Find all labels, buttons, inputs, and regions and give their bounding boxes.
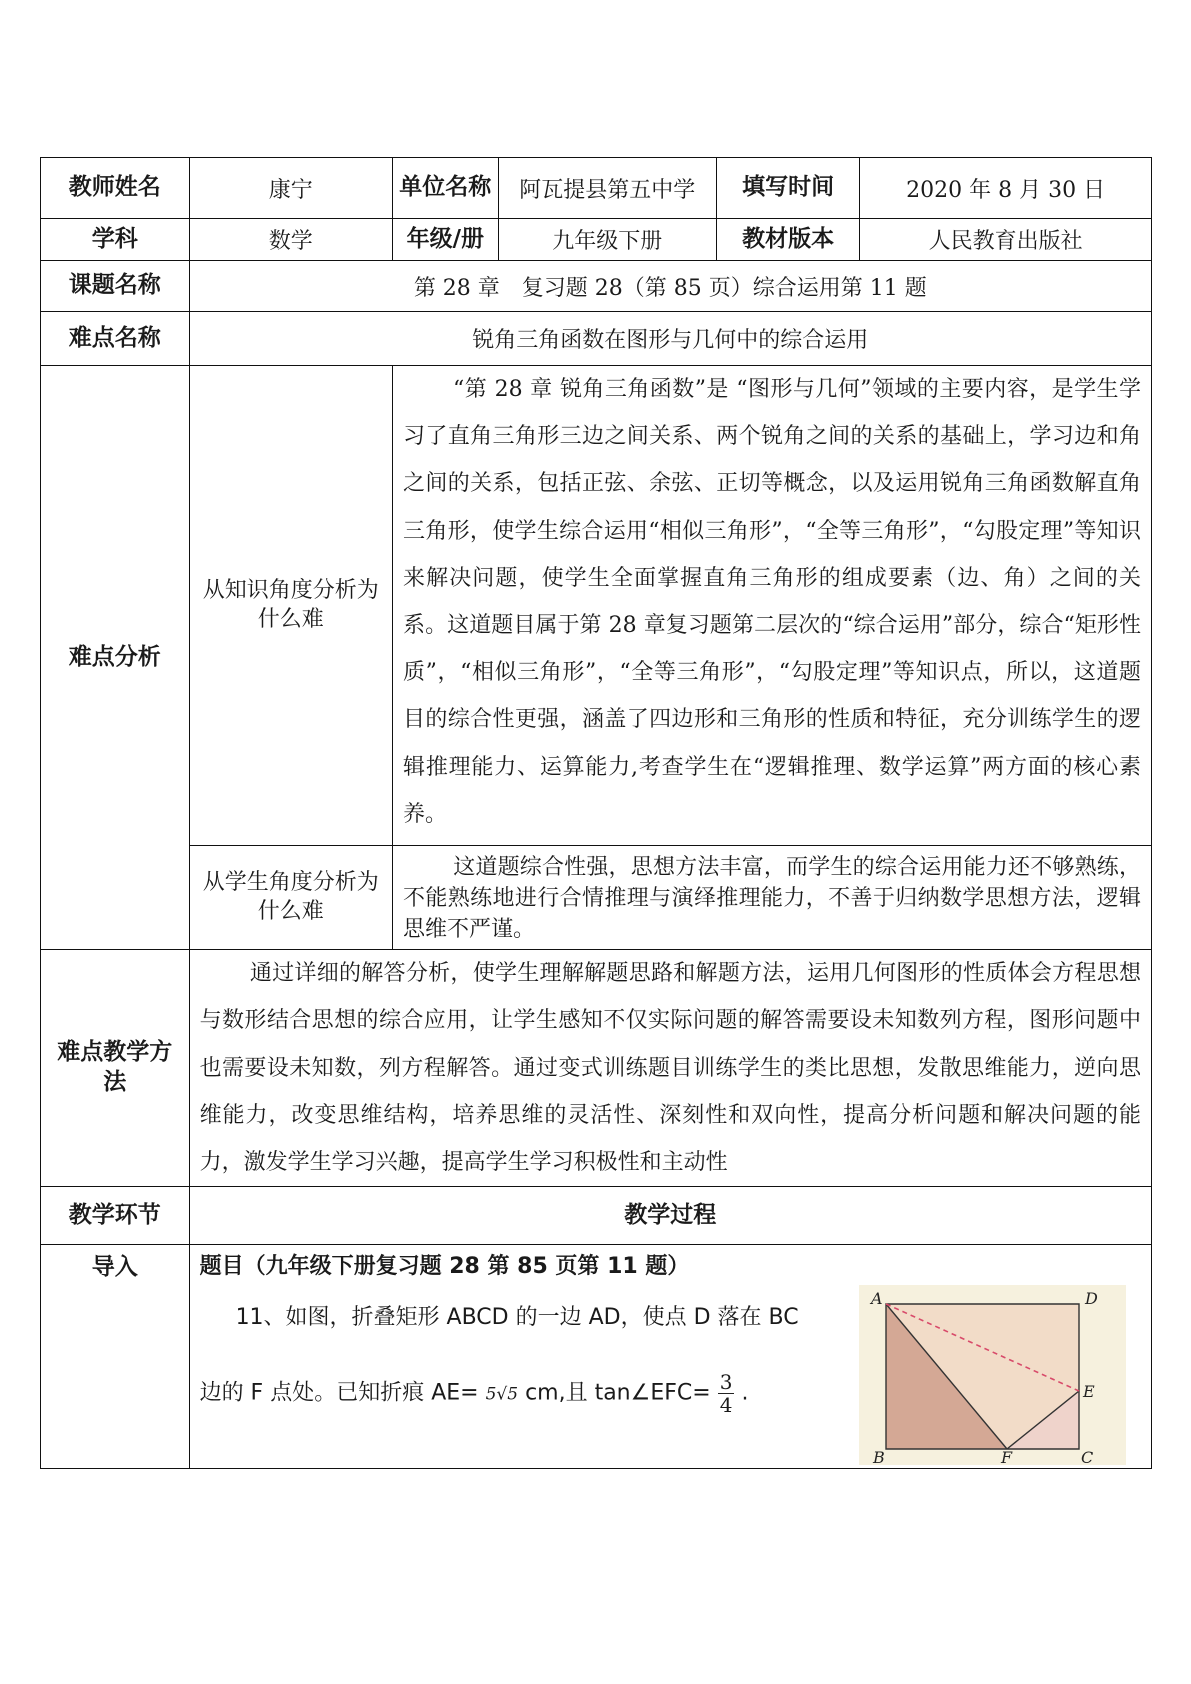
analysis-label: 难点分析 [41, 366, 190, 950]
student-analysis-label: 从学生角度分析为什么难 [189, 846, 392, 950]
unit-label: 单位名称 [393, 158, 499, 219]
teacher-label: 教师姓名 [41, 158, 190, 219]
section-value: 教学过程 [189, 1187, 1151, 1245]
method-text: 通过详细的解答分析，使学生理解解题思路和解题方法，运用几何图形的性质体会方程思想与数形结合思想的综合应用，让学生感知不仅实际问题的解答需要设未知数列方程，图形问题中也需要设未知数，列方程解答。通过变式训练题目训练学生的类比思想，发散思维能力，逆向思维能力，改变思维结构，培养思维的灵活性、深刻性和双向性，提高分析问题和解决问题的能力，激发学生学习兴趣，提高学生学习积极性和主动性 [199, 961, 1141, 1176]
method-cell [189, 950, 1151, 1187]
subject-value: 数学 [189, 219, 392, 261]
student-analysis-cell [393, 846, 1152, 950]
label-b: B [872, 1448, 885, 1466]
knowledge-analysis-cell [393, 366, 1152, 846]
knowledge-analysis-text: “第 28 章 锐角三角函数”是 “图形与几何”领域的主要内容，是学生学习了直角三角形三边之间关系、两个锐角之间的关系的基础上，学习边和角之间的关系，包括正弦、余弦、正切等概念，以及运用锐角三角函数解直角三角形，使学生综合运用“相似三角形”，“全等三角形”，“勾股定理”等知识来解决问题，使学生全面掌握直角三角形的组成要素（边、角）之间的关系。这道题目属于第 28 章复习题第二层次的“综合运用”部分，综合“矩形性质”，“相似三角形”，“全等三角形”，“勾股定理”等知识点，所以，这道题目的综合性更强，涵盖了四边形和三角形的性质和特征，充分训练学生的逻辑推理能力、运算能力,考查学生在“逻辑推理、数学运算”两方面的核心素养。 [403, 377, 1141, 827]
geometry-figure [859, 1285, 1126, 1465]
knowledge-analysis-label: 从知识角度分析为什么难 [189, 366, 392, 846]
student-analysis-text: 这道题综合性强，思想方法丰富，而学生的综合运用能力还不够熟练，不能熟练地进行合情推理与演绎推理能力，不善于归纳数学思想方法，逻辑思维不严谨。 [403, 855, 1141, 942]
problem-line-2 [200, 1371, 749, 1416]
topic-value: 第 28 章 复习题 28（第 85 页）综合运用第 11 题 [189, 261, 1151, 312]
unit-value: 阿瓦提县第五中学 [498, 158, 717, 219]
label-e: E [1082, 1382, 1095, 1402]
lesson-plan-table [40, 157, 1152, 1469]
fraction-denominator: 4 [719, 1393, 733, 1418]
sqrt-expression: 5√5 [485, 1384, 519, 1405]
difficulty-value: 锐角三角函数在图形与几何中的综合运用 [189, 312, 1151, 366]
section-label: 教学环节 [41, 1187, 190, 1245]
problem-text-tan: cm,且 tan∠EFC= [525, 1380, 711, 1406]
intro-label: 导入 [41, 1245, 190, 1469]
label-a: A [870, 1289, 883, 1309]
problem-title: 题目（九年级下册复习题 28 第 85 页第 11 题） [199, 1254, 690, 1280]
topic-label: 课题名称 [41, 261, 190, 312]
fraction [718, 1371, 735, 1416]
date-label: 填写时间 [717, 158, 860, 219]
problem-text-ae: 边的 F 点处。已知折痕 AE= [199, 1380, 479, 1406]
date-value: 2020 年 8 月 30 日 [860, 158, 1152, 219]
label-d: D [1084, 1289, 1098, 1309]
teacher-value: 康宁 [189, 158, 392, 219]
fraction-numerator: 3 [719, 1370, 733, 1395]
grade-value: 九年级下册 [498, 219, 717, 261]
grade-label: 年级/册 [393, 219, 499, 261]
subject-label: 学科 [41, 219, 190, 261]
method-label: 难点教学方法 [41, 950, 190, 1187]
label-c: C [1080, 1448, 1093, 1466]
intro-cell [189, 1245, 1151, 1469]
edition-value: 人民教育出版社 [860, 219, 1152, 261]
problem-line-1: 11、如图，折叠矩形 ABCD 的一边 AD，使点 D 落在 BC [235, 1305, 799, 1331]
problem-period: . [741, 1380, 749, 1406]
label-f: F [1000, 1448, 1012, 1466]
difficulty-label: 难点名称 [41, 312, 190, 366]
edition-label: 教材版本 [717, 219, 860, 261]
